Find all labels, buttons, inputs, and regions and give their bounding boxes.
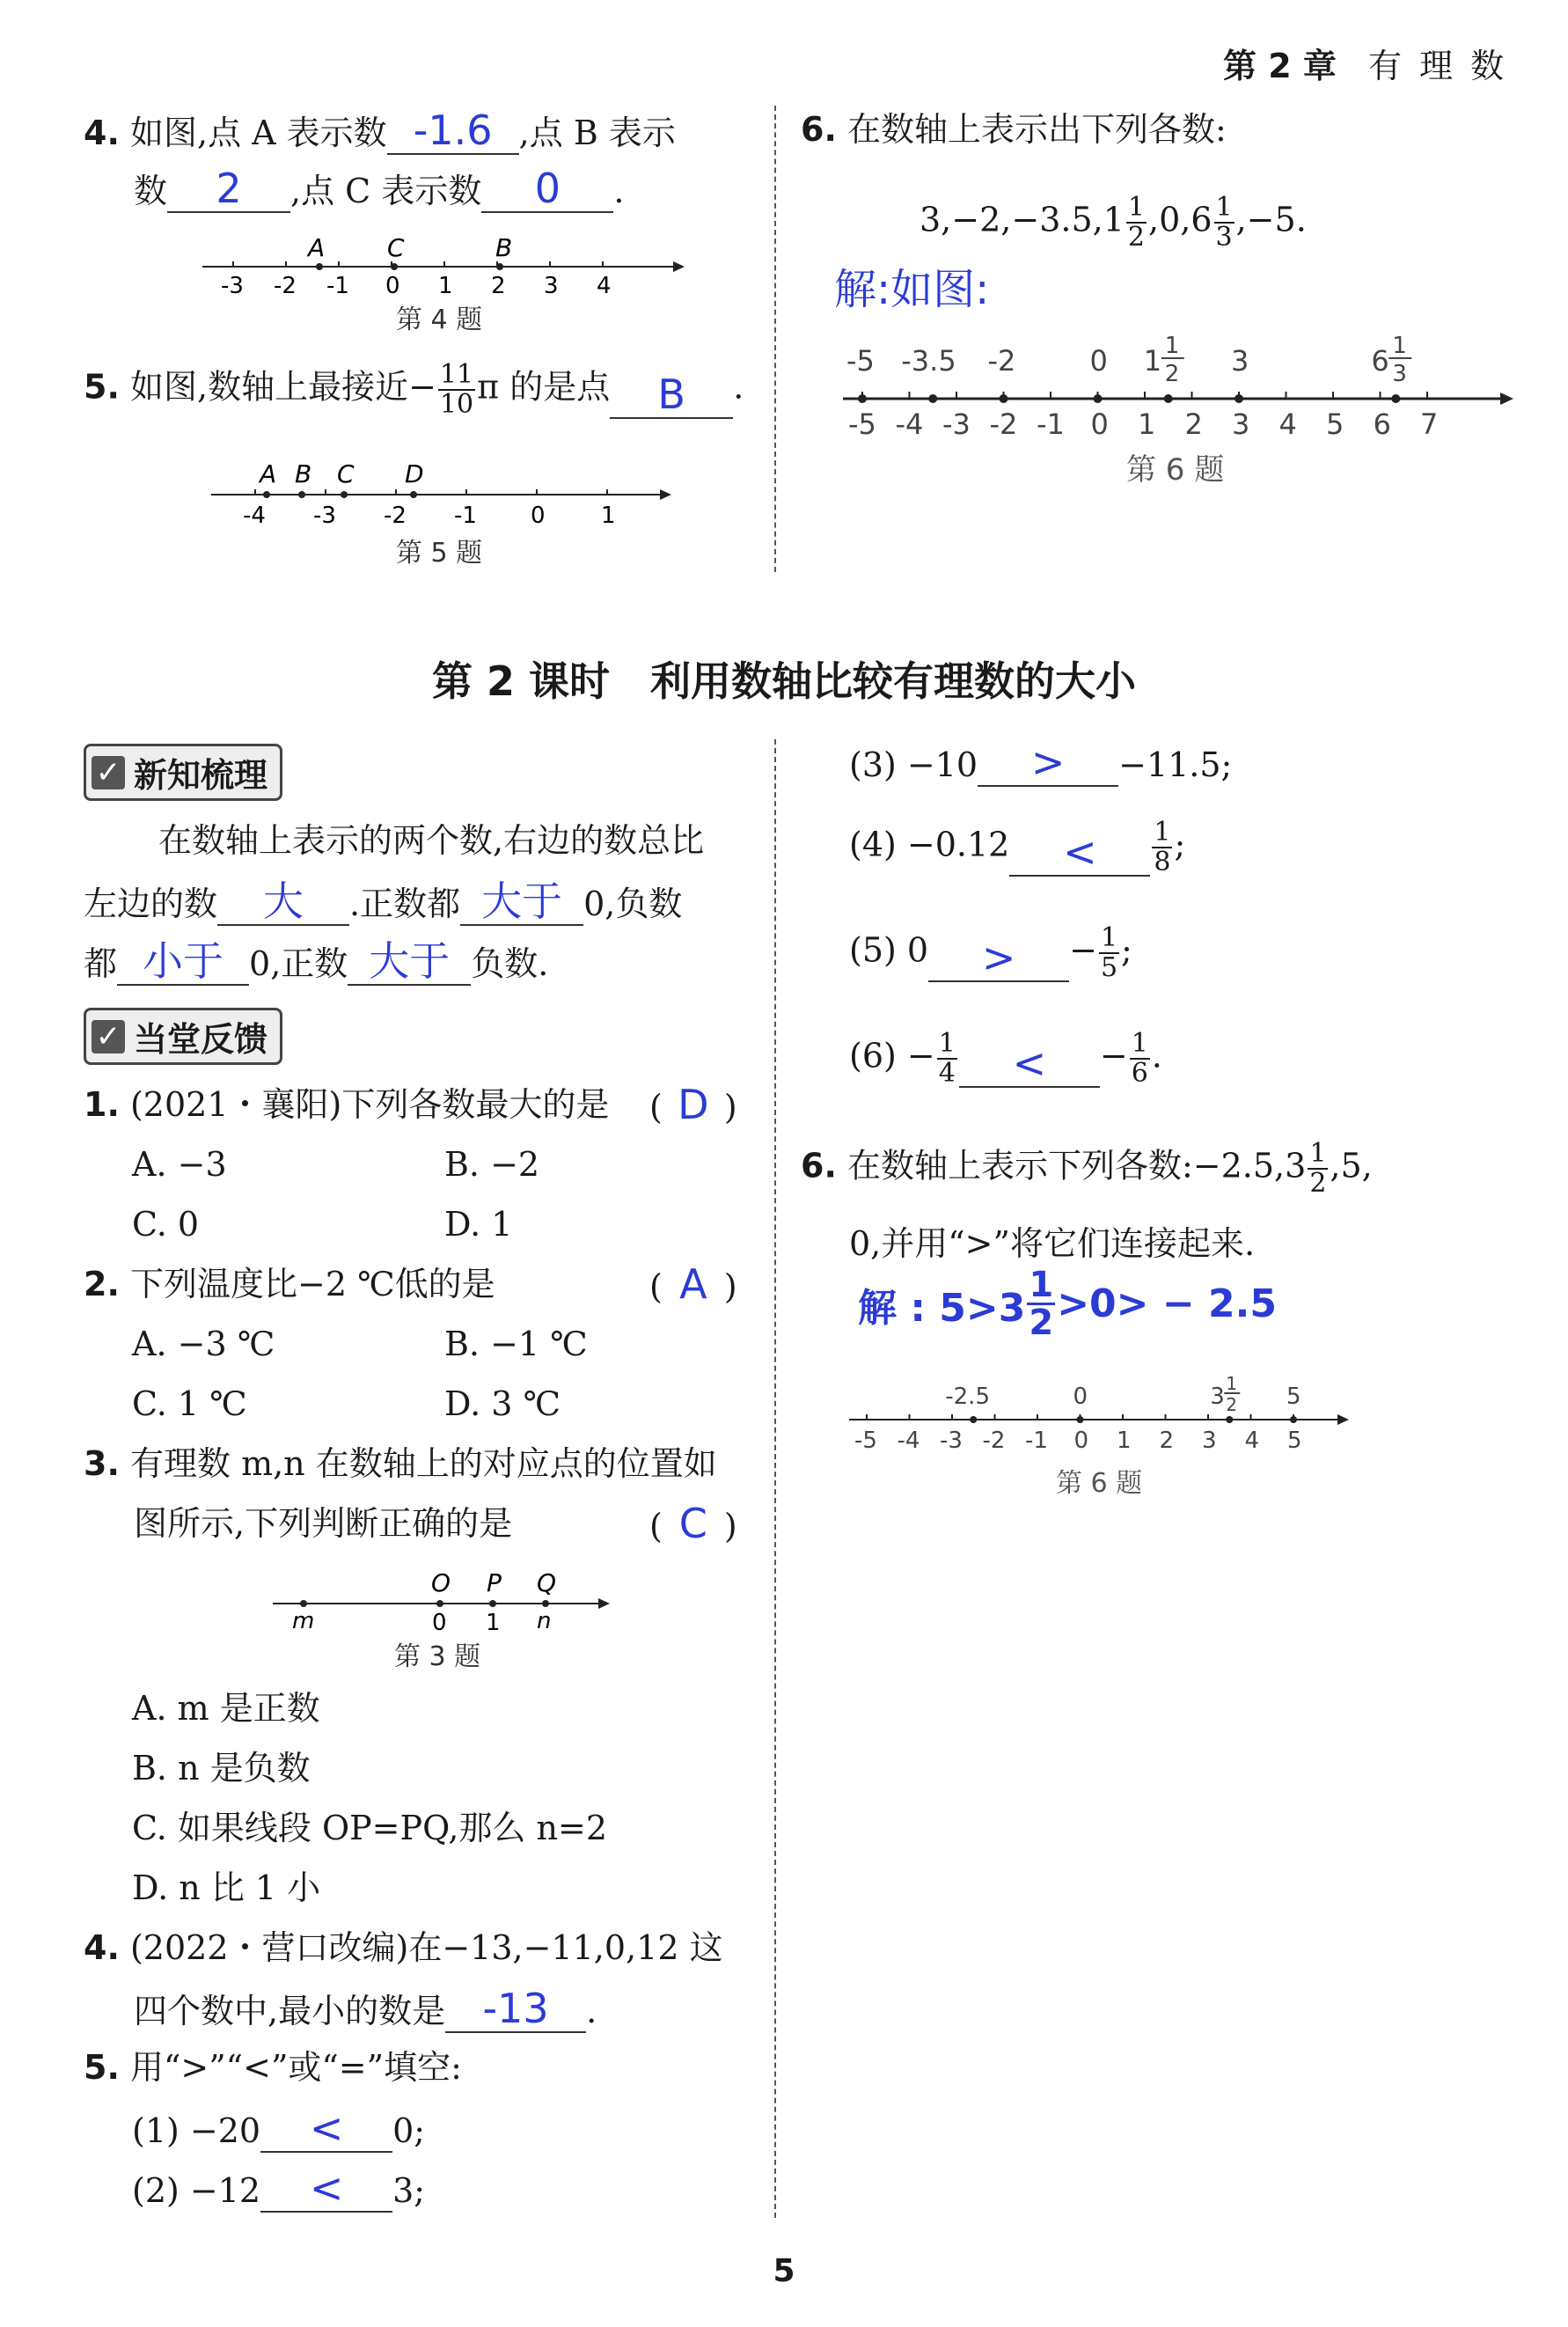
point-label: -5 xyxy=(846,344,875,378)
point-b-dot xyxy=(496,263,503,270)
q1-option-b: B. −2 xyxy=(444,1145,540,1184)
tick-label: -4 xyxy=(895,407,924,441)
q1-stem: 1. (2021・襄阳)下列各数最大的是 xyxy=(84,1085,610,1124)
tick-label: -3 xyxy=(313,503,336,529)
tick-label: 3 xyxy=(1202,1428,1217,1454)
point-label: A xyxy=(308,233,326,262)
section-knowledge: ✓ 新知梳理 xyxy=(84,744,282,801)
point-dot xyxy=(410,491,417,498)
figure-caption: 第 5 题 xyxy=(396,538,483,569)
tick-label: -3 xyxy=(942,407,971,441)
plotted-point xyxy=(970,1416,977,1423)
q5-answer-6: < xyxy=(959,1040,1100,1088)
svg-text:Q: Q xyxy=(537,1568,557,1597)
point-label: 3 xyxy=(1210,1384,1225,1410)
top-q6-stem: 6. 在数轴上表示出下列各数: xyxy=(801,110,1227,149)
q5-item-2: (2) −12 < 3; xyxy=(132,2164,426,2212)
top-q4-answer-c: 0 xyxy=(481,165,613,213)
tick-label: -5 xyxy=(848,407,876,441)
q1-answer-bracket: ( D ) xyxy=(649,1081,737,1128)
q2-answer-bracket: ( A ) xyxy=(649,1260,737,1308)
svg-text:n: n xyxy=(537,1608,552,1634)
point-a-dot xyxy=(316,263,323,270)
tick-label: 3 xyxy=(544,273,559,299)
svg-text:0: 0 xyxy=(432,1610,447,1636)
point-dot xyxy=(298,491,305,498)
q2-option-b: B. −1 ℃ xyxy=(444,1325,588,1363)
q1-option-a: A. −3 xyxy=(132,1145,227,1184)
tick-label: -2 xyxy=(274,273,297,299)
q6-number-line xyxy=(845,1369,1355,1501)
tick-label: -2 xyxy=(989,407,1018,441)
tick-label: 0 xyxy=(531,503,546,529)
q3-option-b: B. n 是负数 xyxy=(132,1749,311,1787)
point-label: B xyxy=(495,233,513,262)
point-label-frac-num: 1 xyxy=(1164,333,1180,359)
svg-text:A: A xyxy=(260,459,277,488)
tick-label: -1 xyxy=(1037,407,1065,441)
q5-item-3: (3) −10 > −11.5; xyxy=(849,738,1233,786)
point-dot xyxy=(341,491,348,498)
q4-stem-2: 四个数中,最小的数是 -13 . xyxy=(134,1985,597,2032)
q2-stem: 2. 下列温度比−2 ℃低的是 xyxy=(84,1265,495,1303)
top-q6-numbers: 3,−2,−3.5,1 $\frac{1}{2}$ ,0,6 $\frac{1}{3}$ ,−5. xyxy=(920,192,1307,253)
top-q4-answer-a: -1.6 xyxy=(387,107,519,155)
q6-solution: 解 : 5>3 1 2 >0> − 2.5 xyxy=(858,1265,1277,1343)
svg-text:D: D xyxy=(405,459,424,488)
knowledge-answer-2: 大于 xyxy=(460,878,583,926)
point-label-frac-den: 2 xyxy=(1164,361,1180,387)
svg-text:m: m xyxy=(292,1608,315,1634)
tick-label: -1 xyxy=(454,503,477,529)
tick-label: 1 xyxy=(1138,407,1156,441)
point-label: -2 xyxy=(987,344,1016,378)
tick-label: 5 xyxy=(1287,1428,1302,1454)
plotted-point xyxy=(1391,394,1400,403)
point-label: C xyxy=(387,233,405,262)
tick-label: 0 xyxy=(1090,407,1109,441)
chapter-title: 有 理 数 xyxy=(1368,47,1508,85)
figure-caption: 第 3 题 xyxy=(394,1641,481,1672)
column-divider-main xyxy=(774,739,776,2218)
q3-answer-bracket: ( C ) xyxy=(649,1500,737,1547)
q1-option-c: C. 0 xyxy=(132,1205,200,1244)
tick-label: -4 xyxy=(243,503,266,529)
q2-option-c: C. 1 ℃ xyxy=(132,1384,247,1423)
top-q5-number-line xyxy=(207,449,682,572)
tick-label: 0 xyxy=(1073,1428,1089,1454)
tick-label: -1 xyxy=(1025,1428,1048,1454)
svg-text:C: C xyxy=(337,459,355,488)
q5-answer-2: < xyxy=(260,2165,392,2213)
tick-label: 2 xyxy=(1159,1428,1175,1454)
tick-label: 2 xyxy=(491,273,506,299)
plotted-point xyxy=(1094,394,1103,403)
figure-caption: 第 4 题 xyxy=(396,305,483,335)
tick-label: -3 xyxy=(940,1428,963,1454)
point-label: 0 xyxy=(1089,344,1108,378)
chapter-label: 第 2 章 xyxy=(1223,47,1337,85)
q5-stem: 5. 用“>”“<”或“=”填空: xyxy=(84,2048,462,2087)
q3-option-c: C. 如果线段 OP=PQ,那么 n=2 xyxy=(132,1809,607,1847)
top-q4-line1: 4. 如图,点 A 表示数 -1.6 ,点 B 表示 xyxy=(84,106,676,154)
q6-stem-1: 6. 在数轴上表示下列各数:−2.5,3 $\frac{1}{2}$ ,5, xyxy=(801,1138,1373,1199)
tick-label: 6 xyxy=(1373,407,1391,441)
plotted-point xyxy=(1226,1416,1233,1423)
q2-option-d: D. 3 ℃ xyxy=(444,1384,561,1423)
page-number: 5 xyxy=(773,2253,795,2289)
tick-label: 0 xyxy=(385,273,400,299)
q5-answer-4: < xyxy=(1009,829,1150,877)
checkbox-icon: ✓ xyxy=(92,756,125,789)
figure-caption: 第 6 题 xyxy=(1126,452,1225,488)
tick-label: 2 xyxy=(1184,407,1203,441)
top-q4-number-line xyxy=(194,224,686,339)
figure-caption: 第 6 题 xyxy=(1056,1468,1143,1499)
point-dot xyxy=(263,491,270,498)
q5-item-5: (5) 0 > − $\frac{1}{5}$ ; xyxy=(849,922,1132,983)
q5-item-1: (1) −20 < 0; xyxy=(132,2104,426,2152)
svg-text:P: P xyxy=(487,1568,502,1597)
point-c-dot xyxy=(391,263,398,270)
q5-item-4: (4) −0.12 < $\frac{1}{8}$ ; xyxy=(849,817,1186,877)
tick-label: -2 xyxy=(384,503,407,529)
plotted-point xyxy=(1164,394,1173,403)
q5-answer-1: < xyxy=(260,2105,392,2153)
tick-label: -2 xyxy=(982,1428,1006,1454)
checkbox-icon: ✓ xyxy=(92,1020,125,1053)
tick-label: -5 xyxy=(854,1428,877,1454)
tick-label: 3 xyxy=(1232,407,1250,441)
point-label-frac-num: 1 xyxy=(1392,333,1407,359)
tick-label: 1 xyxy=(438,273,453,299)
section-feedback: ✓ 当堂反馈 xyxy=(84,1008,282,1065)
point-label: -3.5 xyxy=(901,344,956,378)
column-divider-top xyxy=(774,106,776,572)
knowledge-answer-3: 小于 xyxy=(117,938,249,986)
point-label: -2.5 xyxy=(945,1384,990,1410)
tick-label: 4 xyxy=(1279,407,1297,441)
point-label: 0 xyxy=(1073,1384,1088,1410)
q5-answer-3: > xyxy=(978,739,1118,787)
svg-text:O: O xyxy=(431,1568,451,1597)
q3-option-d: D. n 比 1 小 xyxy=(132,1868,321,1907)
plotted-point xyxy=(928,394,937,403)
plotted-point xyxy=(858,394,867,403)
point-label-frac-den: 3 xyxy=(1392,361,1407,387)
point-label: 6 xyxy=(1371,344,1389,378)
tick-label: 1 xyxy=(601,503,616,529)
point-label-frac-den: 2 xyxy=(1226,1394,1237,1415)
q1-option-d: D. 1 xyxy=(444,1205,513,1244)
top-q4-line2: 数 2 ,点 C 表示数 0 . xyxy=(134,165,625,212)
knowledge-answer-4: 大于 xyxy=(348,938,471,986)
q4-answer: -13 xyxy=(445,1986,586,2033)
plotted-point xyxy=(1077,1416,1084,1423)
point-label: 1 xyxy=(1143,344,1162,378)
point-label-frac-num: 1 xyxy=(1226,1373,1237,1394)
tick-label: -1 xyxy=(326,273,349,299)
plotted-point xyxy=(1000,394,1008,403)
tick-label: 4 xyxy=(597,273,612,299)
knowledge-line3: 都 小于 0,正数 大于 负数. xyxy=(84,937,549,985)
q5-item-6: (6) − $\frac{1}{4}$ < − $\frac{1}{6}$ . xyxy=(849,1028,1162,1089)
point-label: 3 xyxy=(1231,344,1249,378)
point-label: 5 xyxy=(1286,1384,1301,1410)
svg-text:B: B xyxy=(295,459,312,488)
top-q5-line: 5. 如图,数轴上最接近− $\frac{11}{10}$ π 的是点 B . xyxy=(84,359,744,420)
top-q5-answer: B xyxy=(610,371,733,419)
top-q6-solution: 解:如图: xyxy=(834,265,990,314)
lesson-title: 第 2 课时 利用数轴比较有理数的大小 xyxy=(431,657,1137,705)
top-q4-answer-b: 2 xyxy=(167,165,290,213)
svg-text:1: 1 xyxy=(486,1610,501,1636)
q3-option-a: A. m 是正数 xyxy=(132,1689,320,1728)
q6-stem-2: 0,并用“>”将它们连接起来. xyxy=(849,1224,1256,1263)
knowledge-answer-1: 大 xyxy=(217,878,349,926)
q3-stem-1: 3. 有理数 m,n 在数轴上的对应点的位置如 xyxy=(84,1444,717,1483)
plotted-point xyxy=(1290,1416,1297,1423)
tick-label: 5 xyxy=(1326,407,1345,441)
q5-answer-5: > xyxy=(928,935,1069,982)
q4-stem-1: 4. (2022・营口改编)在−13,−11,0,12 这 xyxy=(84,1928,723,1967)
q2-option-a: A. −3 ℃ xyxy=(132,1325,275,1363)
tick-label: 7 xyxy=(1420,407,1439,441)
q3-number-line xyxy=(264,1558,634,1681)
tick-label: 4 xyxy=(1244,1428,1260,1454)
top-q6-number-line xyxy=(836,304,1522,497)
plotted-point xyxy=(1235,394,1243,403)
knowledge-line2: 左边的数 大 .正数都 大于 0,负数 xyxy=(84,877,683,925)
knowledge-line1: 在数轴上表示的两个数,右边的数总比 xyxy=(158,821,705,860)
q3-stem-2: 图所示,下列判断正确的是 xyxy=(134,1504,513,1543)
tick-label: -4 xyxy=(897,1428,920,1454)
tick-label: 1 xyxy=(1117,1428,1132,1454)
tick-label: -3 xyxy=(221,273,244,299)
